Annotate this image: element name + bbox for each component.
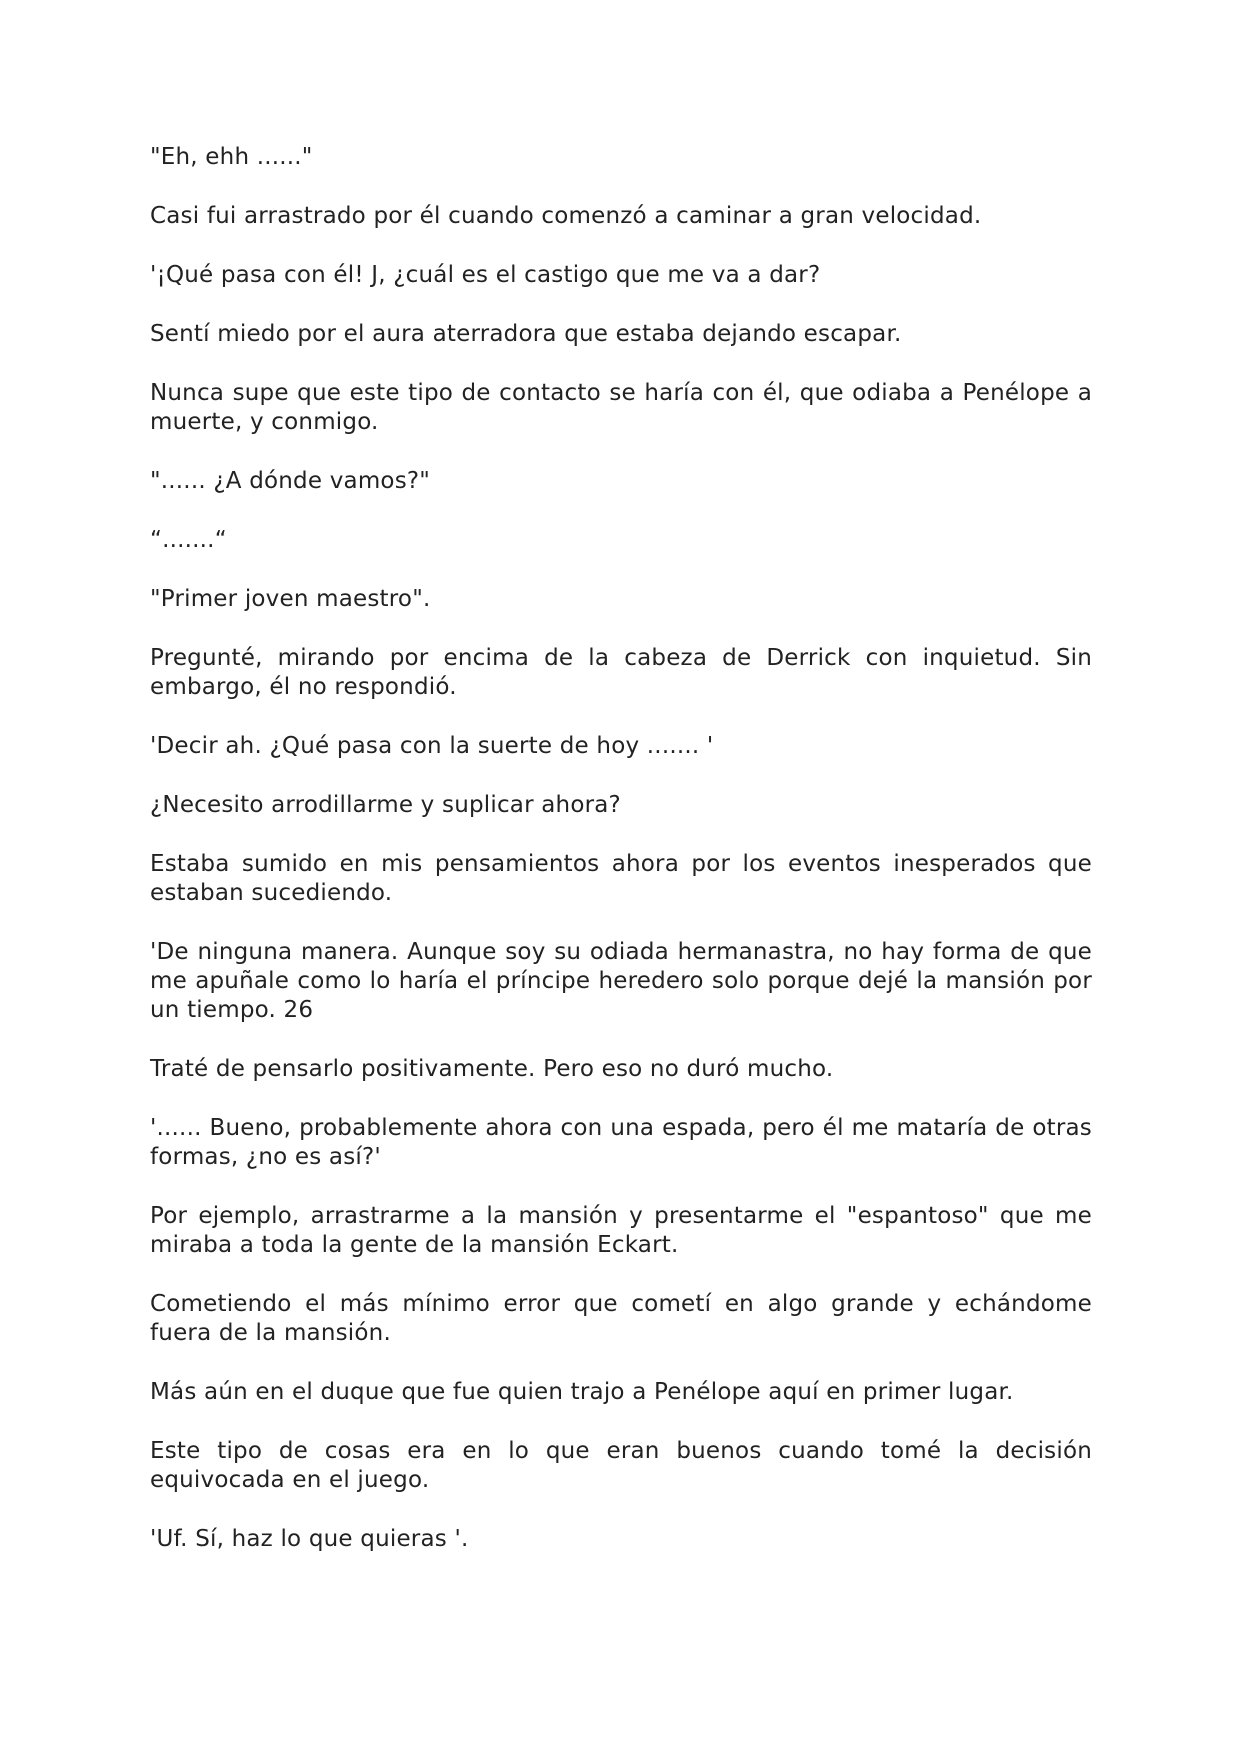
paragraph: Traté de pensarlo positivamente. Pero eso no duró mucho. [150,1056,834,1082]
paragraph: '¡Qué pasa con él! J, ¿cuál es el castigo que me va a dar? [150,262,821,288]
paragraph: Pregunté, mirando por encima de la cabeza de Derrick con inquietud. Sin embargo, él no respondió. [150,645,1092,700]
paragraph: "Eh, ehh ......" [150,144,313,170]
paragraph: "Primer joven maestro". [150,586,431,612]
paragraph: “.......“ [150,527,227,553]
paragraph: Sentí miedo por el aura aterradora que estaba dejando escapar. [150,321,902,347]
paragraph: Cometiendo el más mínimo error que cometí en algo grande y echándome fuera de la mansión. [150,1291,1092,1346]
paragraph: 'De ninguna manera. Aunque soy su odiada hermanastra, no hay forma de que me apuñale como lo haría el príncipe heredero solo porque dejé la mansión por un tiempo. 26 [150,939,1092,1023]
paragraph: Este tipo de cosas era en lo que eran buenos cuando tomé la decisión equivocada en el juego. [150,1438,1092,1493]
paragraph: 'Decir ah. ¿Qué pasa con la suerte de hoy ....... ' [150,733,714,759]
paragraph: "...... ¿A dónde vamos?" [150,468,431,494]
paragraph: Casi fui arrastrado por él cuando comenzó a caminar a gran velocidad. [150,203,982,229]
paragraph: 'Uf. Sí, haz lo que quieras '. [150,1526,469,1552]
paragraph: Más aún en el duque que fue quien trajo a Penélope aquí en primer lugar. [150,1379,1014,1405]
paragraph: ¿Necesito arrodillarme y suplicar ahora? [150,792,621,818]
paragraph: Nunca supe que este tipo de contacto se haría con él, que odiaba a Penélope a muerte, y conmigo. [150,380,1092,435]
paragraph: Por ejemplo, arrastrarme a la mansión y presentarme el "espantoso" que me miraba a toda la gente de la mansión Eckart. [150,1203,1092,1258]
document-page [150,143,1092,1584]
paragraph: '...... Bueno, probablemente ahora con una espada, pero él me mataría de otras formas, ¿no es así?' [150,1115,1092,1170]
paragraph: Estaba sumido en mis pensamientos ahora por los eventos inesperados que estaban sucediendo. [150,851,1092,906]
